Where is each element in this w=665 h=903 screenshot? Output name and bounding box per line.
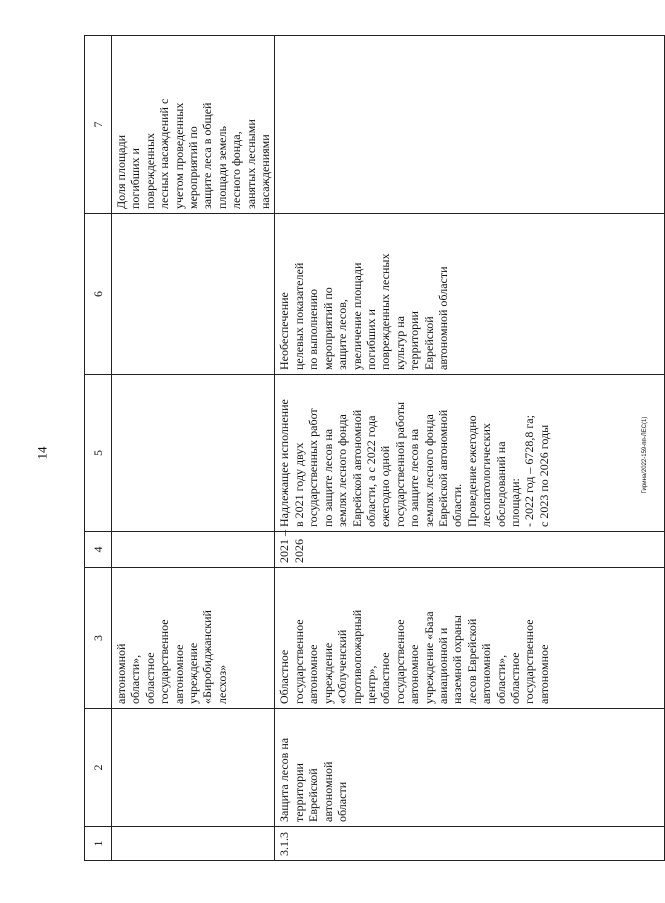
text-line: Проведение ежегодно bbox=[464, 415, 479, 527]
cell-consequences bbox=[275, 214, 665, 375]
cell-empty bbox=[112, 375, 275, 532]
header-cell-5: 5 bbox=[85, 375, 112, 532]
text-line: с 2023 по 2026 годы bbox=[536, 424, 551, 527]
text-line: противопожарный bbox=[349, 609, 364, 704]
cell-indicator-continued bbox=[112, 36, 275, 214]
text-line: лесхоз» bbox=[214, 664, 229, 704]
cell-executor-continued bbox=[112, 568, 275, 709]
cell-empty bbox=[112, 827, 275, 861]
text-line: Надлежащее исполнение bbox=[277, 399, 292, 527]
text-line: автономное bbox=[407, 644, 422, 704]
text-line: мероприятий по bbox=[320, 287, 335, 370]
cell-empty bbox=[112, 532, 275, 568]
text-line: «Облученский bbox=[335, 629, 350, 704]
text-line: области», bbox=[128, 654, 143, 704]
text-line: лесных насаждений с bbox=[157, 98, 172, 209]
text-line: по защите лесов на bbox=[320, 428, 335, 527]
text-line: лесного фонда, bbox=[229, 131, 244, 209]
text-line: области bbox=[335, 781, 350, 822]
text-line: области», bbox=[493, 654, 508, 704]
text-line: лесопатологических bbox=[479, 423, 494, 527]
text-line: ежегодно одной bbox=[378, 445, 393, 527]
text-line: погибших и bbox=[363, 309, 378, 370]
text-line: государственной работы bbox=[392, 401, 407, 527]
text-line: областное bbox=[378, 652, 393, 704]
text-line: областное bbox=[142, 652, 157, 704]
text-line: насаждениями bbox=[258, 134, 273, 209]
text-line: увеличение площади bbox=[349, 262, 364, 370]
cell-activity-name bbox=[275, 709, 665, 827]
text-line: 2021 – bbox=[277, 530, 292, 563]
text-line: автономной bbox=[479, 643, 494, 704]
text-line: культур на bbox=[392, 316, 407, 370]
text-line: учреждение bbox=[186, 642, 201, 704]
header-cell-3: 3 bbox=[85, 568, 112, 709]
text-line: центр», bbox=[363, 665, 378, 704]
text-line: области, а с 2022 года bbox=[363, 415, 378, 527]
text-line: территории bbox=[291, 763, 306, 822]
text-line: занятых лесными bbox=[243, 119, 258, 209]
text-line: Защита лесов на bbox=[277, 737, 292, 822]
text-line: землях лесного фонда bbox=[421, 414, 436, 527]
text-line: Еврейской bbox=[421, 316, 436, 370]
text-line: Доля площади bbox=[114, 134, 128, 209]
text-line: Еврейской bbox=[306, 768, 321, 822]
text-line: мероприятий по bbox=[186, 126, 201, 209]
header-cell-1: 1 bbox=[85, 827, 112, 861]
text-line: государственное bbox=[392, 619, 407, 704]
cell-empty bbox=[275, 36, 665, 214]
text-line: автономной bbox=[114, 643, 128, 704]
text-line: областное bbox=[507, 652, 522, 704]
text-line: автономной области bbox=[435, 266, 450, 370]
cell-period bbox=[275, 532, 665, 568]
text-line: автономное bbox=[306, 644, 321, 704]
cell-empty bbox=[112, 709, 275, 827]
text-line: целевых показателей bbox=[291, 262, 306, 370]
text-line: поврежденных bbox=[142, 132, 157, 209]
header-cell-6: 6 bbox=[85, 214, 112, 375]
text-line: государственное bbox=[157, 619, 172, 704]
table-row-continuation bbox=[112, 36, 275, 861]
text-line: Необеспечение bbox=[277, 292, 292, 370]
text-line: государственное bbox=[522, 619, 537, 704]
text-line: - 2022 год – 6728,8 га; bbox=[522, 415, 537, 527]
text-line: 2026 bbox=[291, 539, 306, 563]
program-table bbox=[84, 36, 629, 861]
text-line: погибших и bbox=[128, 148, 143, 209]
header-row bbox=[85, 36, 112, 861]
text-line: Еврейской автономной bbox=[349, 409, 364, 527]
document-code: Гирина/2022-159-пп-ЛЕС(1) bbox=[642, 416, 648, 494]
text-line: учетом проведенных bbox=[171, 102, 186, 209]
table-row-3-1-3 bbox=[275, 36, 665, 861]
text-line: лесов Еврейской bbox=[464, 618, 479, 704]
text-line: учреждение «База bbox=[421, 611, 436, 704]
cell-executor bbox=[275, 568, 665, 709]
text-line: защите лесов, bbox=[335, 299, 350, 370]
text-line: защите леса в общей bbox=[200, 102, 215, 209]
text-line: площади: bbox=[507, 478, 522, 527]
page-number: 14 bbox=[34, 446, 50, 460]
text-line: по защите лесов на bbox=[407, 428, 422, 527]
text-line: авиационной и bbox=[435, 627, 450, 704]
text-line: по выполнению bbox=[306, 289, 321, 370]
text-line: площади земель bbox=[214, 126, 229, 209]
text-line: учреждение bbox=[320, 642, 335, 704]
text-line: территории bbox=[407, 311, 422, 370]
cell-expected-result bbox=[275, 375, 665, 532]
text-line: наземной охраны bbox=[450, 615, 465, 704]
text-line: «Биробиджанский bbox=[200, 610, 215, 704]
text-line: обследований на bbox=[493, 441, 508, 527]
text-line: в 2021 году двух bbox=[291, 442, 306, 527]
text-line: поврежденных лесных bbox=[378, 253, 393, 370]
text-line: государственное bbox=[291, 619, 306, 704]
text-line: автономное bbox=[536, 644, 551, 704]
cell-item-number: 3.1.3 bbox=[275, 827, 665, 861]
text-line: государственных работ bbox=[306, 408, 321, 527]
cell-empty bbox=[112, 214, 275, 375]
text-line: автономной bbox=[320, 761, 335, 822]
header-cell-2: 2 bbox=[85, 709, 112, 827]
header-cell-7: 7 bbox=[85, 36, 112, 214]
text-line: области. bbox=[450, 483, 465, 527]
text-line: Еврейской автономной bbox=[435, 409, 450, 527]
text-line: Областное bbox=[277, 649, 292, 704]
text-line: землях лесного фонда bbox=[335, 414, 350, 527]
text-line: автономное bbox=[171, 644, 186, 704]
header-cell-4: 4 bbox=[85, 532, 112, 568]
